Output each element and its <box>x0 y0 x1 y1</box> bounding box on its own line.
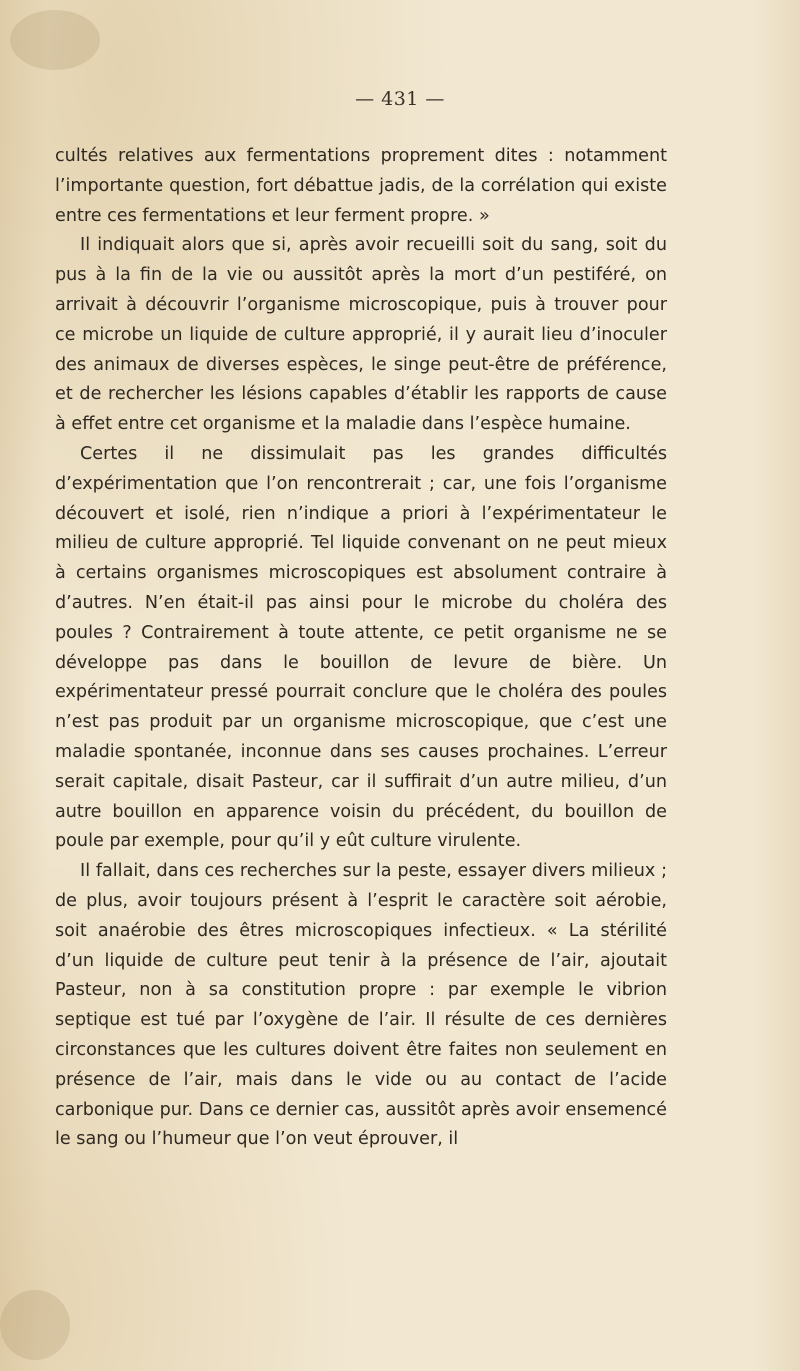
body-text <box>55 142 667 1155</box>
paragraph: Certes il ne dissimulait pas les grandes difficultés d’expérimentation que l’on rencontrerait ; car, une fois l’organisme découvert et isolé, rien n’indique a priori à l’expérimentateur le milieu de culture approprié. Tel liquide convenant on ne peut mieux à certains organismes microscopiques est absolument contraire à d’autres. N’en était-il pas ainsi pour le microbe du choléra des poules ? Contrairement à toute attente, ce petit organisme ne se développe pas dans le bouillon de levure de bière. Un expérimentateur pressé pourrait conclure que le choléra des poules n’est pas produit par un organisme microscopique, que c’est une maladie spontanée, inconnue dans ses causes prochaines. L’erreur serait capitale, disait Pasteur, car il suffirait d’un autre milieu, d’un autre bouillon en apparence voisin du précédent, du bouillon de poule par exemple, pour qu’il y eût culture virulente. <box>55 443 667 852</box>
paragraph: Il fallait, dans ces recherches sur la peste, essayer divers milieux ; de plus, avoir toujours présent à l’esprit le caractère soit aérobie, soit anaérobie de⁠s êtres microscopiques infectieux. « La stérilité d’un liquide de culture peut tenir à la présence de l’air, ajoutait Pasteur, non à sa constitution propre : par exemple le vibrion septique est tué par l’oxygène de l’air. Il résulte de ces dernières circonstances que les cultures doivent être faites non seulement en présence de l’air, mais dans le vide ou au contact de l’acide carbonique pur. Dans ce dernier cas, aussitôt après avoir ensemencé le sang ou l’humeur que l’on veut éprouver, il <box>55 861 667 1150</box>
paper-stain <box>10 10 100 70</box>
paper-stain <box>0 1290 70 1360</box>
paragraph: Il indiquait alors que si, après avoir recueilli soit du sang, soit du pus à la fin de la vie ou aussitôt après la mort d’un pestiféré, on arrivait à découvrir l’organisme microscopique, puis à trouver pour ce microbe un liquide de culture approprié, il y aurait lieu d’inoculer des animaux de diverses espèces, le singe peut-être de préférence, et de rechercher les lésions capables d’établir les rapports de cause à effet entre cet organisme et la maladie dans l’espèce humaine. <box>55 235 667 435</box>
paragraph: cultés relatives aux fermentations proprement dites : notamment l’importante question, fort débattue jadis, de la corrélation qui existe entre ces fermentations et leur ferment propre. » <box>55 146 667 226</box>
page-number: — 431 — <box>355 88 445 110</box>
